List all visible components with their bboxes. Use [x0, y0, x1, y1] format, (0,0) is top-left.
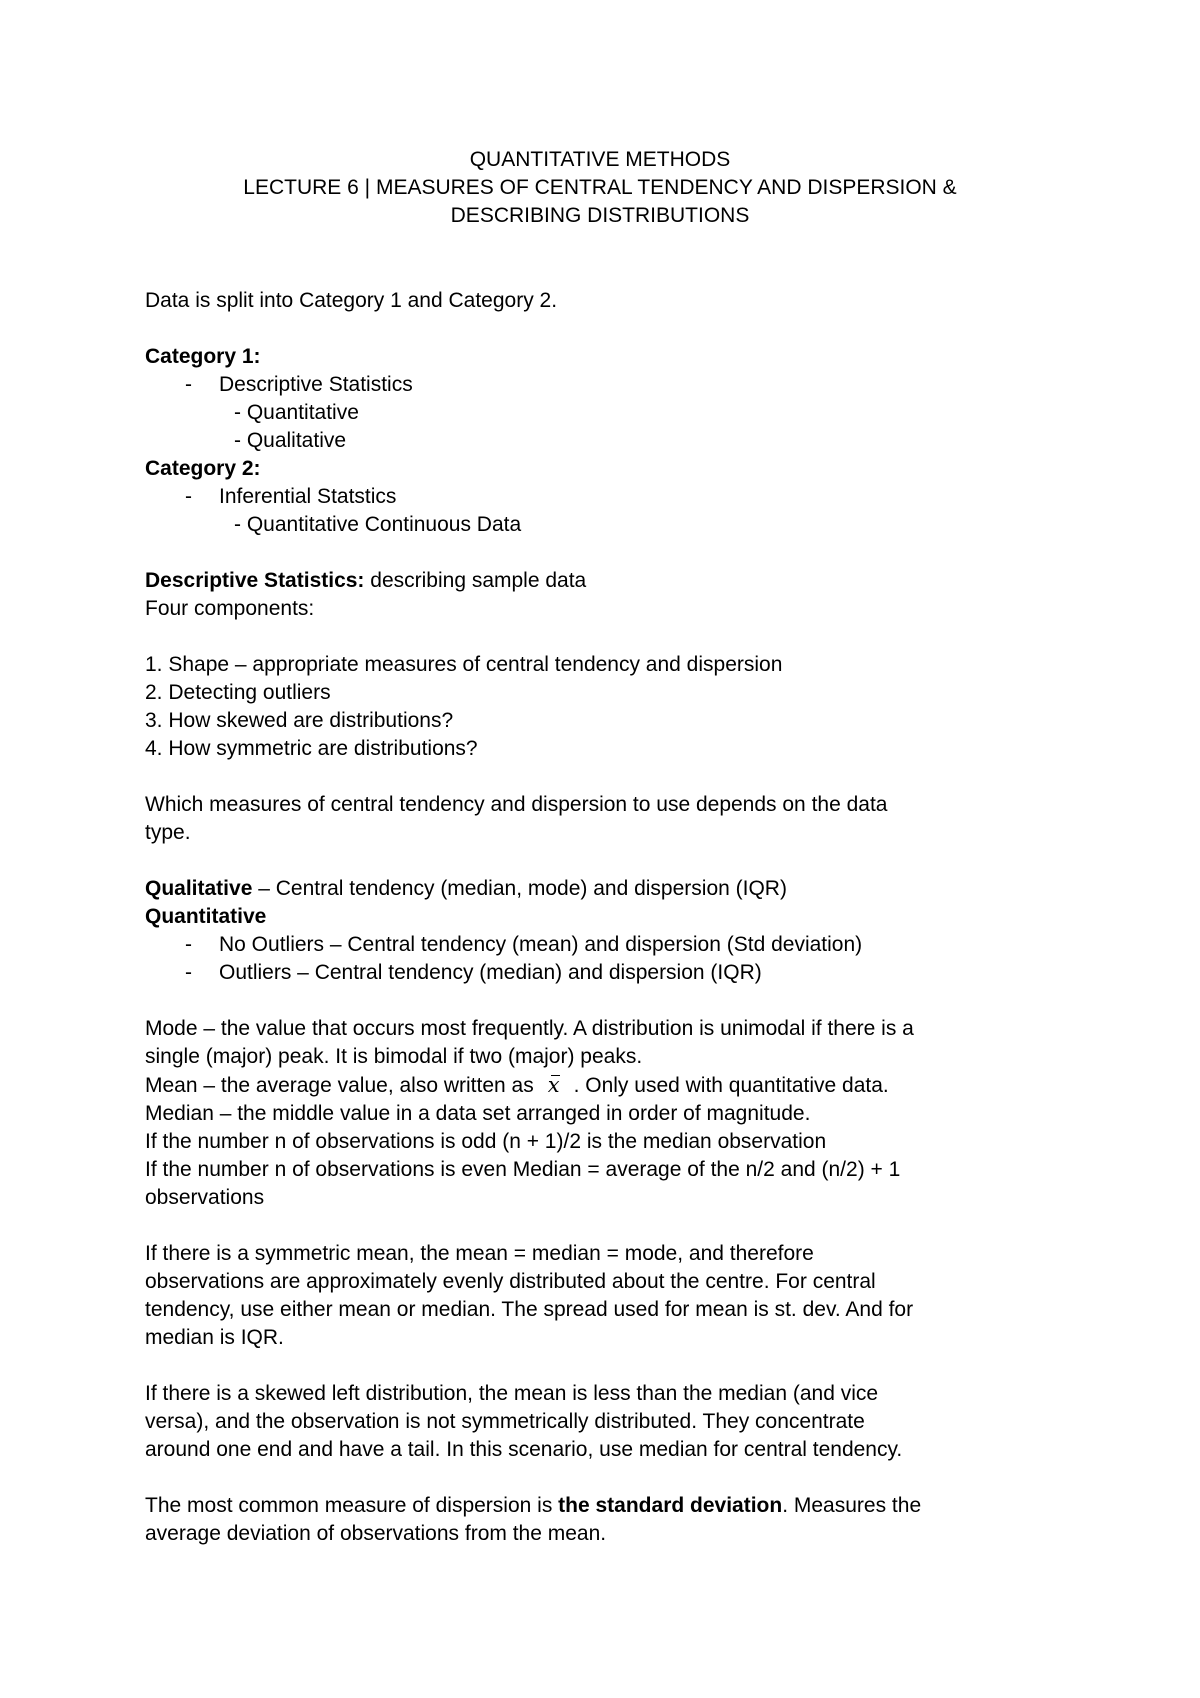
- list-item: [145, 371, 1065, 399]
- std-dev-text: The most common measure of dispersion is: [145, 1494, 559, 1517]
- quantitative-label: Quantitative: [145, 905, 267, 928]
- list-item-text: No Outliers – Central tendency (mean) and dispersion (Std deviation): [219, 933, 863, 956]
- course-title: QUANTITATIVE METHODS: [469, 148, 731, 171]
- std-dev-text-after: . Measures the: [782, 1494, 922, 1517]
- component-item: 2. Detecting outliers: [145, 681, 331, 704]
- qualitative-paragraph: [145, 875, 1065, 903]
- skewed-line: versa), and the observation is not symmetrically distributed. They concentrate: [145, 1410, 865, 1433]
- lecture-subtitle: DESCRIBING DISTRIBUTIONS: [450, 204, 750, 227]
- four-components-label: Four components:: [145, 597, 315, 620]
- list-item: [145, 931, 1065, 959]
- list-item-text: Descriptive Statistics: [219, 373, 413, 396]
- median-line: Median – the middle value in a data set arranged in order of magnitude.: [145, 1102, 811, 1125]
- qualitative-label: Qualitative: [145, 877, 253, 900]
- descriptive-statistics-text: describing sample data: [364, 569, 587, 592]
- component-item: 4. How symmetric are distributions?: [145, 737, 478, 760]
- list-dash: -: [185, 485, 192, 508]
- skewed-line: around one end and have a tail. In this scenario, use median for central tendency.: [145, 1438, 903, 1461]
- mode-line: single (major) peak. It is bimodal if two (major) peaks.: [145, 1045, 643, 1068]
- descriptive-statistics-label: Descriptive Statistics:: [145, 569, 365, 592]
- mean-line: [145, 1071, 1065, 1100]
- which-measures-line: type.: [145, 821, 191, 844]
- median-line: If the number n of observations is even Median = average of the n/2 and (n/2) + 1: [145, 1158, 901, 1181]
- category-1-heading: Category 1:: [145, 345, 261, 368]
- std-dev-line: average deviation of observations from the mean.: [145, 1522, 607, 1545]
- list-dash: -: [185, 961, 192, 984]
- document-header: [0, 146, 1200, 230]
- mean-text-after: . Only used with quantitative data.: [573, 1074, 889, 1097]
- intro-paragraph: Data is split into Category 1 and Category 2.: [145, 289, 558, 312]
- median-line: observations: [145, 1186, 265, 1209]
- sub-item: - Qualitative: [234, 429, 347, 452]
- list-dash: -: [185, 373, 192, 396]
- mode-line: Mode – the value that occurs most frequently. A distribution is unimodal if there is a: [145, 1017, 914, 1040]
- symmetric-line: If there is a symmetric mean, the mean = median = mode, and therefore: [145, 1242, 814, 1265]
- skewed-line: If there is a skewed left distribution, the mean is less than the median (and vice: [145, 1382, 879, 1405]
- std-dev-line: [145, 1492, 1065, 1520]
- list-dash: -: [185, 933, 192, 956]
- component-item: 3. How skewed are distributions?: [145, 709, 454, 732]
- list-item-text: Outliers – Central tendency (median) and dispersion (IQR): [219, 961, 762, 984]
- x-bar-symbol: x: [534, 1071, 574, 1099]
- which-measures-line: Which measures of central tendency and dispersion to use depends on the data: [145, 793, 888, 816]
- component-item: 1. Shape – appropriate measures of central tendency and dispersion: [145, 653, 783, 676]
- descriptive-statistics-paragraph: [145, 567, 1065, 595]
- list-item: [145, 483, 1065, 511]
- median-line: If the number n of observations is odd (n + 1)/2 is the median observation: [145, 1130, 827, 1153]
- category-2-heading: Category 2:: [145, 457, 261, 480]
- lecture-title: LECTURE 6 | MEASURES OF CENTRAL TENDENCY AND DISPERSION &: [243, 176, 957, 199]
- document-body: [145, 287, 1065, 1548]
- std-dev-bold: the standard deviation: [558, 1494, 783, 1517]
- qualitative-text: – Central tendency (median, mode) and dispersion (IQR): [252, 877, 787, 900]
- sub-item: - Quantitative: [234, 401, 359, 424]
- mean-text: Mean – the average value, also written as: [145, 1074, 534, 1097]
- list-item: [145, 959, 1065, 987]
- symmetric-line: tendency, use either mean or median. The spread used for mean is st. dev. And for: [145, 1298, 914, 1321]
- list-item-text: Inferential Statstics: [219, 485, 397, 508]
- sub-item: - Quantitative Continuous Data: [234, 513, 522, 536]
- symmetric-line: observations are approximately evenly distributed about the centre. For central: [145, 1270, 876, 1293]
- symmetric-line: median is IQR.: [145, 1326, 284, 1349]
